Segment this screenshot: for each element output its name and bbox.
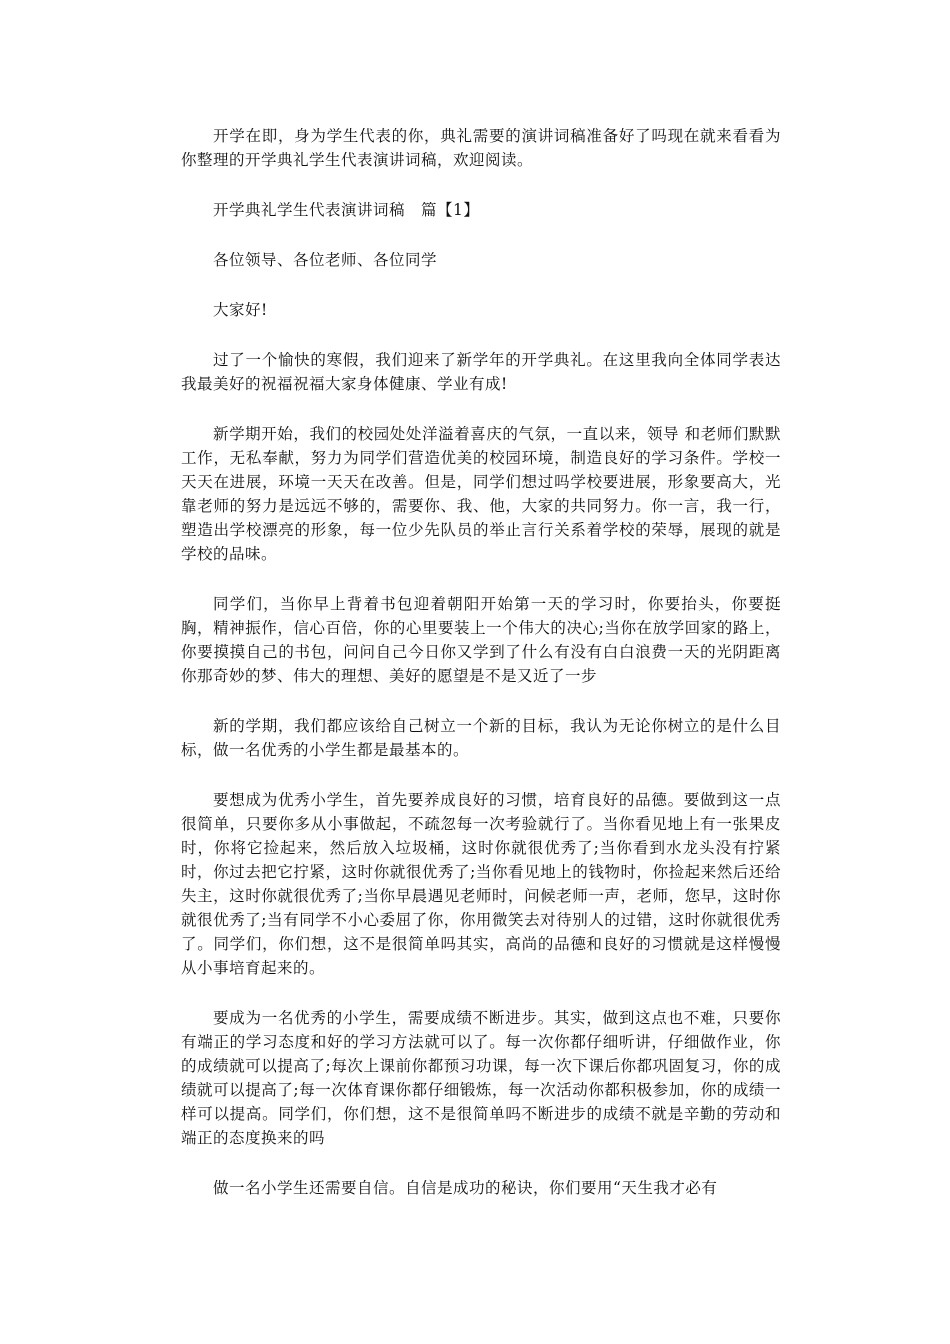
body-paragraph: 做一名小学生还需要自信。自信是成功的秘诀，你们要用“天生我才必有 <box>213 1179 718 1197</box>
intro-paragraph: 开学在即，身为学生代表的你，典礼需要的演讲词稿准备好了吗现在就来看看为你整理的开学典礼学生代表演讲词稿，欢迎阅读。 <box>181 127 781 169</box>
speech-title: 开学典礼学生代表演讲词稿 篇【1】 <box>213 201 480 219</box>
body-paragraph: 新学期开始，我们的校园处处洋溢着喜庆的气氛，一直以来，领导 和老师们默默工作，无私奉献，努力为同学们营造优美的校园环境，制造良好的学习条件。学校一天天在进展，环境一天天在改善。但是，同学们想过吗学校要进展，形象要高大，光靠老师的努力是远远不够的，需要你、我、他，大家的共同努力。你一言，我一行，塑造出学校漂亮的形象，每一位少先队员的举止言行关系着学校的荣辱，展现的就是学校的品味。 <box>181 425 781 563</box>
body-paragraph: 同学们，当你早上背着书包迎着朝阳开始第一天的学习时，你要抬头，你要挺胸，精神振作，信心百倍，你的心里要装上一个伟大的决心;当你在放学回家的路上，你要摸摸自己的书包，问问自己今日你又学到了什么有没有白白浪费一天的光阴距离你那奇妙的梦、伟大的理想、美好的愿望是不是又近了一步 <box>181 595 781 685</box>
body-paragraph: 要成为一名优秀的小学生，需要成绩不断进步。其实，做到这点也不难，只要你有端正的学习态度和好的学习方法就可以了。每一次你都仔细听讲，仔细做作业，你的成绩就可以提高了;每次上课前你都预习功课，每一次下课后你都巩固复习，你的成绩就可以提高了;每一次体育课你都仔细锻炼，每一次活动你都积极参加，你的成绩一样可以提高。同学们，你们想，这不是很简单吗不断进步的成绩不就是辛勤的劳动和端正的态度换来的吗 <box>181 1009 781 1147</box>
body-paragraph: 过了一个愉快的寒假，我们迎来了新学年的开学典礼。在这里我向全体同学表达我最美好的祝福祝福大家身体健康、学业有成! <box>181 351 781 393</box>
salutation: 各位领导、各位老师、各位同学 <box>213 251 438 269</box>
body-paragraph: 新的学期，我们都应该给自己树立一个新的目标，我认为无论你树立的是什么目标，做一名优秀的小学生都是最基本的。 <box>181 717 781 759</box>
body-paragraph: 要想成为优秀小学生，首先要养成良好的习惯，培育良好的品德。要做到这一点很简单，只要你多从小事做起，不疏忽每一次考验就行了。当你看见地上有一张果皮时，你将它捡起来，然后放入垃圾桶，这时你就很优秀了;当你看到水龙头没有拧紧时，你过去把它拧紧，这时你就很优秀了;当你看见地上的钱物时，你捡起来然后还给失主，这时你就很优秀了;当你早晨遇见老师时，问候老师一声，老师，您早，这时你就很优秀了;当有同学不小心委屈了你，你用微笑去对待别人的过错，这时你就很优秀了。同学们，你们想，这不是很简单吗其实，高尚的品德和良好的习惯就是这样慢慢从小事培育起来的。 <box>181 791 781 977</box>
document-body <box>181 124 781 1226</box>
greeting: 大家好! <box>213 301 268 319</box>
